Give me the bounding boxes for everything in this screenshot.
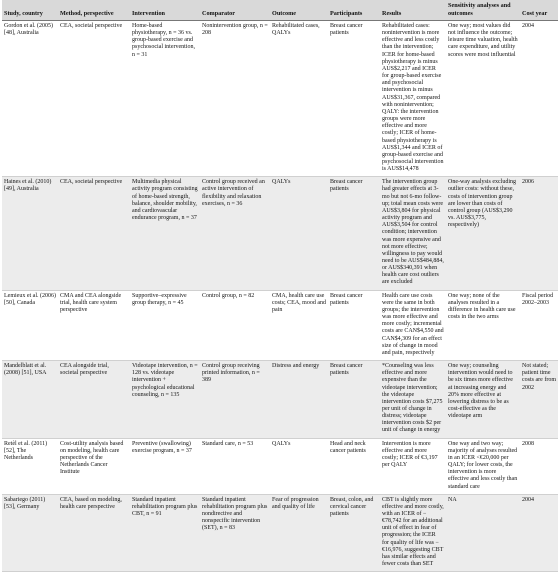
- cell-intervention: Multimedia physical activity program consisting of home-based strength, balance, shoulder mobility, and cardiovascular endurance program, n = 37: [132, 179, 198, 222]
- cell-outcome: QALYs: [272, 440, 291, 447]
- cell-participants: Breast cancer patients: [330, 292, 363, 306]
- header-comparator: Comparator: [200, 0, 270, 21]
- table-row: [2, 361, 558, 439]
- cell-method: CEA alongside trial, societal perspective: [60, 363, 109, 377]
- header-intervention: Intervention: [130, 0, 200, 21]
- cell-results: CBT is slightly more effective and more costly, with an ICER of −€78,742 for an additional unit of effect in fear of progression; the ICER for quality of life was −€16,976, suggesting CBT has similar effects and fewer costs than SET: [382, 496, 444, 568]
- cell-method: CEA, based on modeling, health care perspective: [60, 496, 122, 510]
- header-participants: Participants: [328, 0, 380, 21]
- cost-effectiveness-table: [2, 0, 558, 572]
- cell-participants: Breast cancer patients: [330, 363, 363, 377]
- cell-participants: Breast cancer patients: [330, 179, 363, 193]
- cell-study: Lemieux et al. (2006) [50], Canada: [4, 292, 56, 306]
- table-row: [2, 177, 558, 290]
- cell-comparator: Nonintervention group, n = 208: [202, 23, 268, 37]
- cell-results: *Counseling was less effective and more expensive than the videotape intervention; the videotape intervention costs $7,275 per unit of change in distress; videotape intervention costs $2 per unit of change in energy: [382, 363, 443, 434]
- cell-intervention: Preventive (swallowing) exercise program, n = 37: [132, 440, 192, 454]
- cell-participants: Head and neck cancer patients: [330, 440, 366, 454]
- cell-study: Haines et al. (2010) [49], Australia: [4, 179, 52, 193]
- table-header: [2, 0, 558, 21]
- cell-outcome: QALYs: [272, 179, 291, 186]
- table-body: [2, 21, 558, 572]
- cell-sensitivity: One way; none of the analyses resulted in a difference in health care use costs in the two arms: [448, 292, 516, 321]
- header-study-country: Study, country: [2, 0, 58, 21]
- cell-comparator: Standard inpatient rehabilitation program plus nondirective and nonspecific intervention (SET), n = 83: [202, 496, 268, 532]
- cell-intervention: Videotape intervention, n = 128 vs. videotape intervention + psychological educational counseling, n = 135: [132, 363, 198, 398]
- cell-method: CEA, societal perspective: [60, 23, 123, 29]
- cell-sensitivity: One way; most values did not influence the outcome; leisure time valuation, health care expenditure, and utility scores were most influential: [448, 23, 518, 58]
- header-sensitivity: Sensitivity analyses and outcomes: [446, 0, 520, 21]
- cell-intervention: Home-based physiotherapy, n = 36 vs. group-based exercise and psychosocial intervention, n = 31: [132, 23, 195, 58]
- cell-outcome: CMA, health care use costs; CEA, mood and pain: [272, 292, 326, 313]
- cell-results: The intervention group had greater effects at 3-mo but not 6-mo follow-up; total mean costs were AUS$3,804 for physical activity program and AUS$3,504 for control condition; intervention was more expensive and not more effective; willingness to pay would need to be AUS$484,884, or AUS$340,391 when health care cost outliers are excluded: [382, 179, 444, 286]
- cell-participants: Breast cancer patients: [330, 23, 363, 37]
- cell-cost-year: Fiscal period 2002–2003: [522, 292, 554, 306]
- cell-outcome: Distress and energy: [272, 363, 320, 370]
- header-outcome: Outcome: [270, 0, 328, 21]
- cell-comparator: Control group, n = 82: [202, 292, 255, 299]
- cell-outcome: Rehabilitated cases, QALYs: [272, 23, 320, 37]
- cell-sensitivity: One way and two way; majority of analyses resulted in an ICER <€20,000 per QALY; for lower costs, the intervention is more effective and less costly than standard care: [448, 440, 518, 490]
- cell-results: Intervention is more effective and more costly; ICER of €3,197 per QALY: [382, 440, 438, 469]
- table-row: [2, 21, 558, 177]
- cell-study: Sabariego (2011) [53], Germany: [4, 496, 46, 510]
- cell-comparator: Control group receiving printed information, n = 389: [202, 363, 260, 384]
- cell-sensitivity: One way; counseling intervention would need to be six times more effective at increasing energy and 20% more effective at lowering distress to be as cost-effective as the videotape arm: [448, 363, 513, 420]
- cell-cost-year: 2006: [522, 179, 534, 186]
- cell-results: Health care use costs were the same in both groups; the intervention was more effective and more costly; incremental costs are CAN$4,550 and CAN$4,309 for an effect size of change in mood and pain, respectively: [382, 292, 444, 356]
- cell-comparator: Control group received an active intervention of flexibility and relaxation exercises, n = 36: [202, 179, 265, 207]
- cell-intervention: Supportive–expressive group therapy, n = 45: [132, 292, 187, 306]
- cell-study: Retèl et al. (2011) [52], The Netherlands: [4, 440, 48, 461]
- header-cost-year: Cost year: [520, 0, 558, 21]
- header-row: [2, 0, 558, 21]
- cell-study: Mandelblatt et al. (2008) [51], USA: [4, 363, 47, 377]
- cell-method: CMA and CEA alongside trial, health care system perspective: [60, 292, 122, 313]
- cell-method: CEA, societal perspective: [60, 179, 123, 186]
- header-method-perspective: Method, perspective: [58, 0, 130, 21]
- cell-method: Cost-utility analysis based on modeling, health care perspective of the Netherlands Cancer Institute: [60, 440, 124, 476]
- cell-sensitivity: One-way analysis excluding outlier costs: without these, costs of intervention group are lower than costs of control group (AUS$3,290 vs. AUS$3,775, respectively): [448, 179, 516, 229]
- cell-study: Gordon et al. (2005) [48], Australia: [4, 23, 53, 37]
- cost-effectiveness-table-container: [2, 0, 556, 583]
- cell-results: Rehabilitated cases: nonintervention is more effective and less costly than the intervention; ICER for home-based physiotherapy is minus AUS$2,217 and ICER for group-based exercise and psychosocial intervention is minus AUS$31,367, compared with nonintervention; QALY: the intervention groups were more effective and more costly; ICER of home-based physiotherapy is AUS$1,344 and ICER of group-based exercise and psychosocial intervention is AUS$14,478: [382, 23, 444, 173]
- cell-cost-year: 2004: [522, 496, 534, 503]
- cell-cost-year: 2008: [522, 440, 534, 447]
- cell-comparator: Standard care, n = 53: [202, 440, 254, 447]
- table-row: [2, 494, 558, 572]
- table-row: [2, 438, 558, 494]
- cell-participants: Breast, colon, and cervical cancer patients: [330, 496, 374, 517]
- table-row: [2, 290, 558, 360]
- cell-intervention: Standard inpatient rehabilitation program plus CBT, n = 91: [132, 496, 198, 517]
- cell-sensitivity: NA: [448, 496, 457, 503]
- cell-outcome: Fear of progression and quality of life: [272, 496, 319, 510]
- cell-cost-year: Not stated; patient time costs are from 2002: [522, 363, 556, 391]
- cell-cost-year: 2004: [522, 23, 534, 29]
- header-results: Results: [380, 0, 446, 21]
